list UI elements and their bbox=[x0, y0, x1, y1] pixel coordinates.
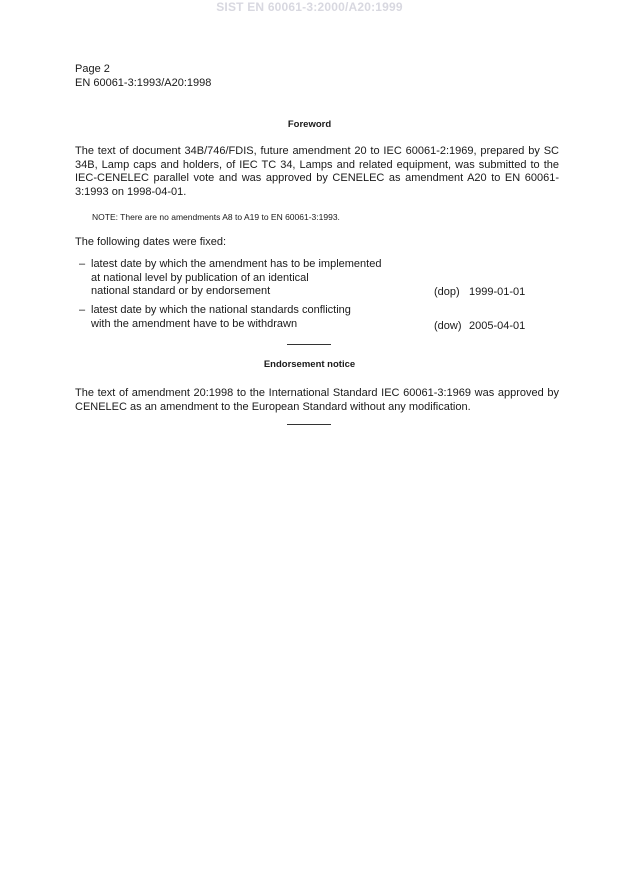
dop-code: (dop) bbox=[434, 286, 460, 298]
list-dash: – bbox=[79, 258, 86, 270]
date-item-line: with the amendment have to be withdrawn bbox=[91, 317, 298, 330]
watermark: SIST EN 60061-3:2000/A20:1999 bbox=[216, 0, 403, 14]
end-divider bbox=[287, 424, 331, 425]
dop-date: 1999-01-01 bbox=[469, 286, 526, 298]
dates-intro: The following dates were fixed: bbox=[75, 236, 227, 248]
list-dash: – bbox=[79, 304, 86, 316]
foreword-note: NOTE: There are no amendments A8 to A19 to EN 60061-3:1993. bbox=[92, 212, 340, 222]
date-item-line: at national level by publication of an identical bbox=[91, 271, 309, 284]
date-item-dop bbox=[79, 258, 434, 299]
document-reference: EN 60061-3:1993/A20:1998 bbox=[75, 77, 212, 89]
section-divider bbox=[287, 344, 331, 345]
foreword-paragraph: The text of document 34B/746/FDIS, future amendment 20 to IEC 60061-2:1969, prepared by SC 34B, Lamp caps and holders, of IEC TC 34, Lamps and related equipment, was submitted to the IEC-CENELEC parallel vote and was approved by CENELEC as amendment A20 to EN 60061-3:1993 on 1998-04-01. bbox=[75, 145, 559, 198]
date-item-line: latest date by which the national standards conflicting bbox=[91, 304, 351, 316]
page-header bbox=[75, 62, 211, 90]
date-item-line: national standard or by endorsement bbox=[91, 285, 271, 298]
date-item-text bbox=[91, 304, 434, 331]
dow-date: 2005-04-01 bbox=[469, 320, 526, 332]
date-item-text bbox=[91, 258, 434, 299]
endorsement-paragraph: The text of amendment 20:1998 to the International Standard IEC 60061-3:1969 was approved by CENELEC as an amendment to the European Standard without any modification. bbox=[75, 387, 559, 413]
foreword-heading: Foreword bbox=[287, 119, 332, 130]
date-item-dow bbox=[79, 304, 434, 331]
page-number: Page 2 bbox=[75, 63, 110, 75]
date-item-line: latest date by which the amendment has to be implemented bbox=[91, 258, 382, 270]
dow-code: (dow) bbox=[434, 320, 462, 332]
endorsement-heading: Endorsement notice bbox=[263, 359, 356, 370]
